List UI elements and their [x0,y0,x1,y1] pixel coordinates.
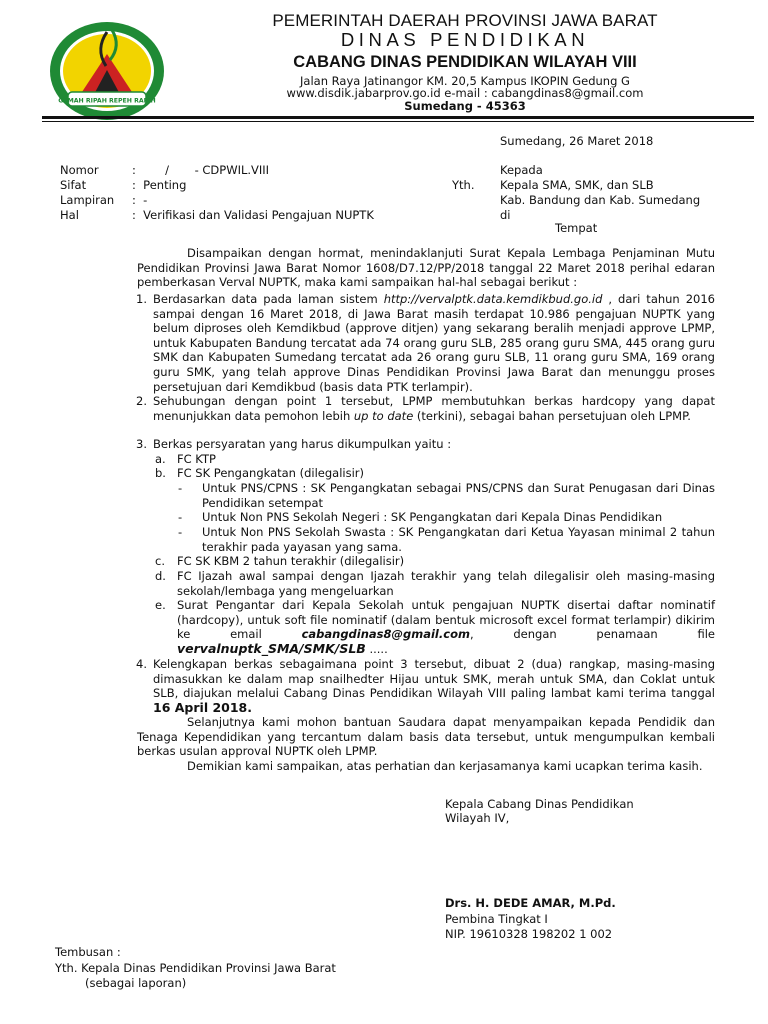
closing-paragraph-1: Selanjutnya kami mohon bantuan Saudara dapat menyampaikan kepada Pendidik dan Tenaga Kependidikan yang tercantum dalam basis data tersebut, untuk mengumpulkan kembali berkas usulan approval NUPTK oleh LPMP. [137,715,715,759]
email-link[interactable]: cabangdinas8@gmail.com [301,627,470,642]
vervalptk-link[interactable]: http://vervalptk.data.kemdikbud.go.id [383,292,603,306]
cc-label: Tembusan : [55,945,121,959]
point-4-text: Kelengkapan berkas sebagaimana point 3 tersebut, dibuat 2 (dua) rangkap, masing-masing dimasukkan ke dalam map snailhedter Hijau untuk SMK, merah untuk SMA, dan Coklat untuk SLB, diajukan melalui Cabang Dinas Pendidikan Wilayah VIII paling lambat kami terima tanggal [153,657,715,701]
item-d-text: FC Ijazah awal sampai dengan Ijazah terakhir yang telah dilegalisir oleh masing-masing sekolah/lembaga yang mengeluarkan [177,569,715,598]
dash-marker: - [178,481,183,495]
deadline-date: 16 April 2018. [153,699,252,715]
point-3-text: Berkas persyaratan yang harus dikumpulkan yaitu : [153,437,452,451]
dash-marker: - [178,510,183,524]
point-1 [137,292,715,394]
recipient-yth: Yth. [452,178,475,192]
item-e [155,598,715,656]
item-b3-text: Untuk Non PNS Sekolah Swasta : SK Pengangkatan dari Ketua Yayasan minimal 2 tahun terakhir pada yayasan yang sama. [202,525,715,554]
west-java-emblem-logo [48,20,166,122]
item-b-dash-1 [178,481,715,510]
point-1-text-a: Berdasarkan data pada laman sistem [153,292,384,306]
cc-line-2: (sebagai laporan) [85,976,187,990]
signatory-rank: Pembina Tingkat I [445,912,548,926]
government-name: PEMERINTAH DAERAH PROVINSI JAWA BARAT [272,11,658,30]
meta-lampiran-value: : - [132,193,148,207]
item-d [155,569,715,598]
recipient-line1: Kepala SMA, SMK, dan SLB [500,178,654,192]
item-b2-text: Untuk Non PNS Sekolah Negeri : SK Pengangkatan dari Kepala Dinas Pendidikan [202,510,663,524]
meta-nomor-label: Nomor [60,163,99,177]
file-name: vervalnuptk_SMA/SMK/SLB [177,640,366,656]
recipient-line2: Kab. Bandung dan Kab. Sumedang [500,193,701,207]
item-e-text-b: , dengan penamaan file [469,627,715,642]
item-a-letter: a. [155,452,166,466]
point-1-text-b: , dari tahun 2016 sampai dengan 16 Maret 2018, di Jawa Barat masih terdapat 10.986 pengajuan NUPTK yang belum diproses oleh Kemdikbud (approve ditjen) yang sekarang beralih menjadi approve LPMP, untuk Kabupaten Bandung tercatat ada 74 orang guru SLB, 285 orang guru SMA, 445 orang guru SMK dan Kabupaten Sumedang tercatat ada 26 orang guru SLB, 11 orang guru SMA, 169 orang guru SMK, yang telah approve Dinas Pendidikan Provinsi Jawa Barat dan menunggu proses persetujuan dari Kemdikbud (basis data PTK terlampir). [153,292,715,394]
logo-motto: GEMAH RIPAH REPEH RAPIH [58,97,156,105]
meta-sifat-value: : Penting [132,178,187,192]
meta-sifat-label: Sifat [60,178,87,192]
office-address: Jalan Raya Jatinangor KM. 20,5 Kampus IKOPIN Gedung G [300,74,630,88]
point-3-number: 3. [136,437,147,451]
header-rule-thick [42,116,754,119]
point-3 [137,437,715,452]
item-b-dash-3 [178,525,715,554]
agency-name: DINAS PENDIDIKAN [340,29,590,50]
city-zip: Sumedang - 45363 [404,99,526,113]
point-2 [137,394,715,423]
item-b1-text: Untuk PNS/CPNS : SK Pengangkatan sebagai PNS/CPNS dan Surat Penugasan dari Dinas Pendidikan setempat [202,481,715,510]
item-c-text: FC SK KBM 2 tahun terakhir (dilegalisir) [177,554,405,568]
item-a-text: FC KTP [177,452,216,466]
closing-paragraph-2: Demikian kami sampaikan, atas perhatian dan kerjasamanya kami ucapkan terima kasih. [187,759,703,773]
item-e-text-c: ..... [365,641,388,656]
signatory-title-1: Kepala Cabang Dinas Pendidikan [445,797,634,811]
item-b-letter: b. [155,466,166,480]
meta-lampiran-label: Lampiran [60,193,115,207]
point-4-number: 4. [136,657,147,671]
item-e-text-a: Surat Pengantar dari Kepala Sekolah untuk pengajuan NUPTK disertai daftar nominatif (hardcopy), untuk soft file nominatif (dalam bentuk microsoft excel format terlampir) dikirim ke email [177,598,715,642]
item-b-text: FC SK Pengangkatan (dilegalisir) [177,466,365,480]
point-1-number: 1. [136,292,147,306]
point-2-text-a: Sehubungan dengan point 1 tersebut, LPMP membutuhkan berkas hardcopy yang dapat menunjukkan data pemohon lebih [153,394,715,423]
meta-hal-label: Hal [60,208,79,222]
item-d-letter: d. [155,569,166,583]
website-email: www.disdik.jabarprov.go.id e-mail : cabangdinas8@gmail.com [286,86,644,100]
recipient-kepada: Kepada [500,163,543,177]
letter-date: Sumedang, 26 Maret 2018 [500,134,654,148]
opening-paragraph: Disampaikan dengan hormat, menindaklanjuti Surat Kepala Lembaga Penjaminan Mutu Pendidikan Provinsi Jawa Barat Nomor 1608/D7.12/PP/2018 tanggal 22 Maret 2018 perihal edaran pemberkasan Verval NUPTK, maka kami sampaikan hal-hal sebagai berikut : [137,246,715,290]
meta-nomor-value: : / - CDPWIL.VIII [132,163,270,177]
signatory-nip: NIP. 19610328 198202 1 002 [445,927,613,941]
point-2-italic: up to date [353,408,414,423]
item-b-dash-2 [178,510,715,525]
dash-marker: - [178,525,183,539]
header-rule-thin [42,121,754,122]
branch-name: CABANG DINAS PENDIDIKAN WILAYAH VIII [293,53,637,71]
meta-hal-value: : Verifikasi dan Validasi Pengajuan NUPTK [132,208,374,222]
item-a [155,452,715,467]
item-c [155,554,715,569]
item-e-letter: e. [155,598,166,612]
point-2-text-b: (terkini), sebagai bahan persetujuan oleh LPMP. [413,408,691,423]
cc-line-1: Yth. Kepala Dinas Pendidikan Provinsi Jawa Barat [55,961,336,975]
signatory-name: Drs. H. DEDE AMAR, M.Pd. [445,896,616,910]
recipient-tempat: Tempat [555,221,598,235]
point-2-number: 2. [136,394,147,408]
recipient-di: di [500,208,511,222]
item-b [155,466,715,481]
point-4 [137,657,715,715]
signatory-title-2: Wilayah IV, [445,811,510,825]
item-c-letter: c. [155,554,165,568]
